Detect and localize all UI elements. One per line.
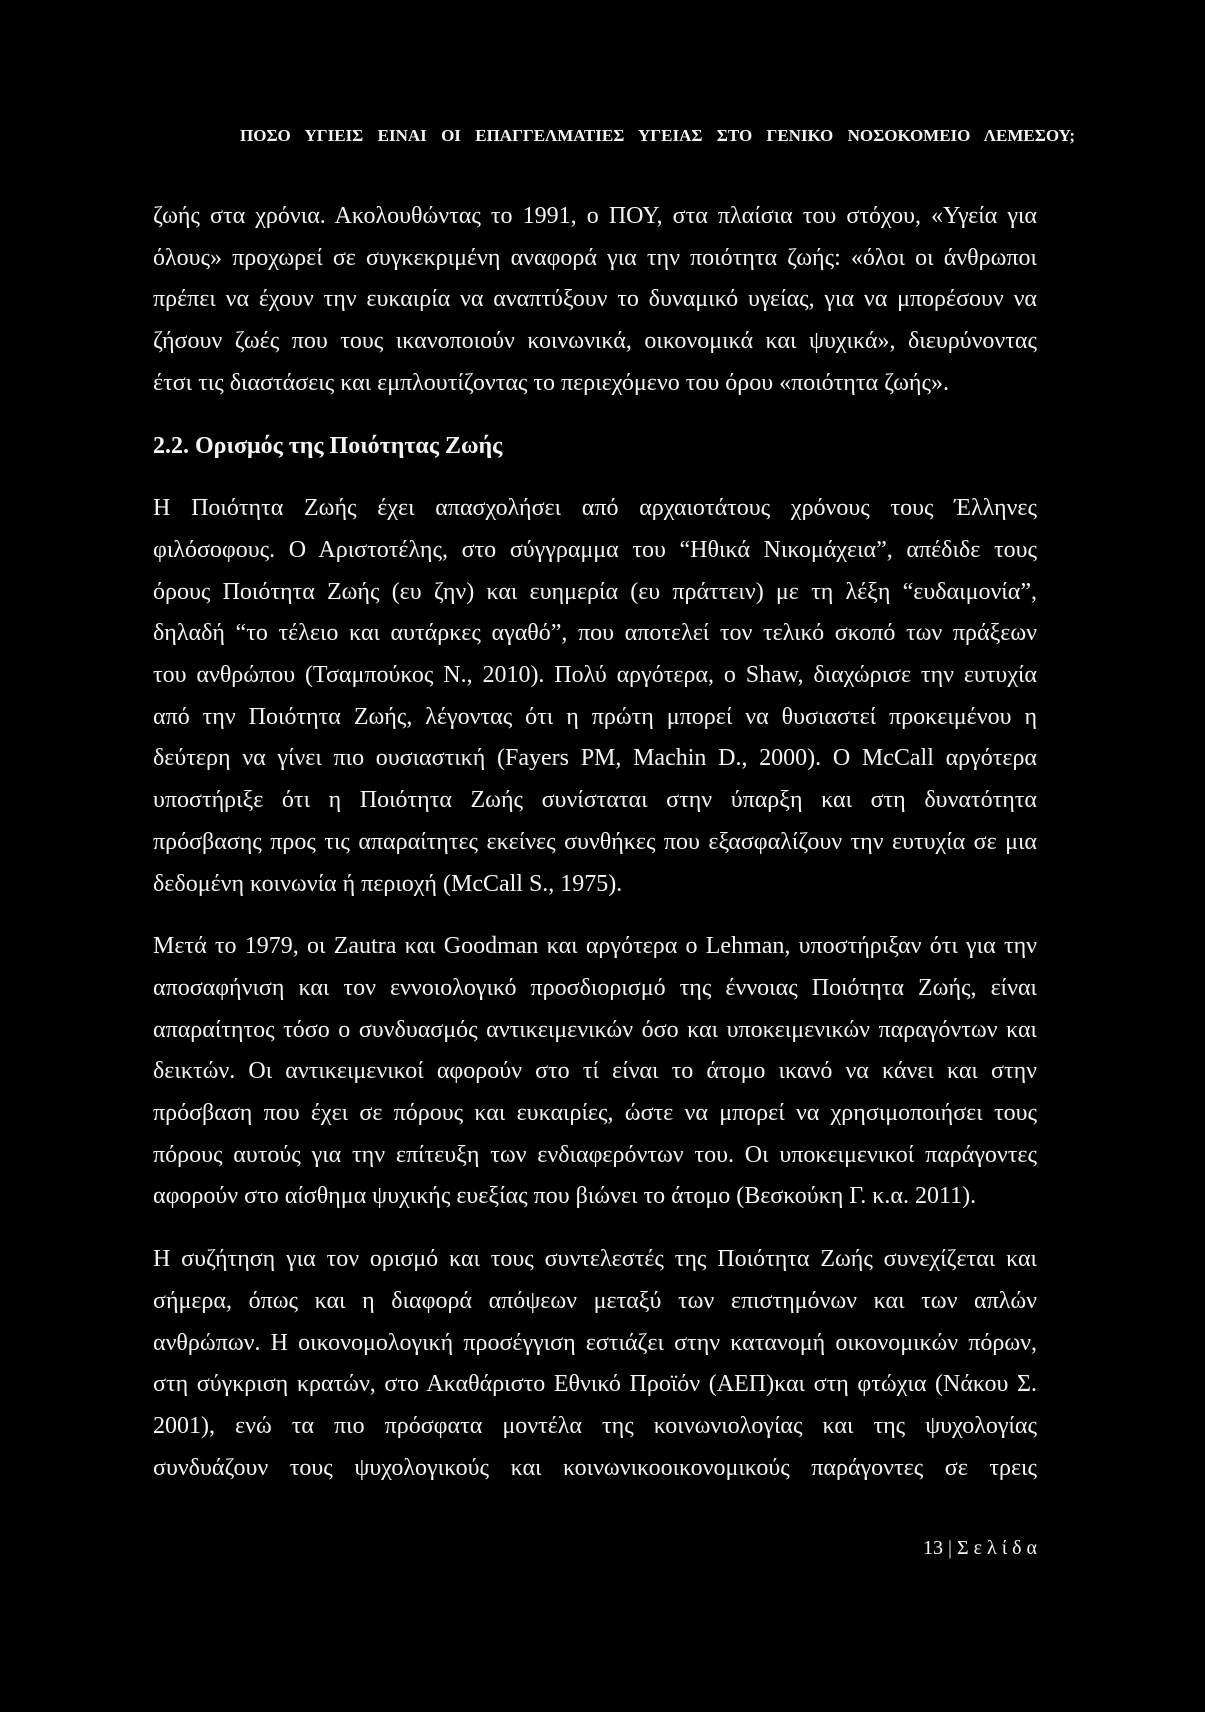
text-line: πρόσβασης προς τις απαραίτητες εκείνες συνθήκες που εξασφαλίζουν την ευτυχία σε μια <box>153 828 1037 855</box>
text-line: του ανθρώπου (Τσαμπούκος Ν., 2010). Πολύ αργότερα, ο Shaw, διαχώρισε την ευτυχία <box>153 662 1037 689</box>
text-line: αποσαφήνιση και τον εννοιολογικό προσδιορισμό της έννοιας Ποιότητα Ζωής, είναι <box>153 974 1037 1001</box>
paragraph-1 <box>153 196 1037 405</box>
page-number: 13 | Σ ε λ ί δ α <box>922 1537 1037 1559</box>
text-line: φιλόσοφους. Ο Αριστοτέλης, στο σύγγραμμα του “Ηθικά Νικομάχεια”, απέδιδε τους <box>153 536 1037 563</box>
text-line: υποστήριξε ότι η Ποιότητα Ζωής συνίσταται στην ύπαρξη και στη δυνατότητα <box>153 787 1037 814</box>
text-line: απαραίτητος τόσο ο συνδυασμός αντικειμενικών όσο και υποκειμενικών παραγόντων και <box>153 1016 1037 1043</box>
text-line: ζήσουν ζωές που τους ικανοποιούν κοινωνικά, οικονομικά και ψυχικά», διευρύνοντας <box>153 328 1037 355</box>
section-heading: 2.2. Ορισμός της Ποιότητας Ζωής <box>153 432 503 459</box>
text-line: ζωής στα χρόνια. Ακολουθώντας το 1991, ο ΠΟΥ, στα πλαίσια του στόχου, «Υγεία για <box>153 203 1037 229</box>
text-line: πόρους αυτούς για την επίτευξη των ενδιαφερόντων του. Οι υποκειμενικοί παράγοντες <box>153 1141 1037 1168</box>
paragraph-3 <box>153 926 1037 1218</box>
text-line: αφορούν στο αίσθημα ψυχικής ευεξίας που βιώνει το άτομο (Βεσκούκη Γ. κ.α. 2011). <box>153 1183 977 1210</box>
running-header: ΠΟΣΟ ΥΓΙΕΙΣ ΕΙΝΑΙ ΟΙ ΕΠΑΓΓΕΛΜΑΤΙΕΣ ΥΓΕΙΑΣ ΣΤΟ ΓΕΝΙΚΟ ΝΟΣΟΚΟΜΕΙΟ ΛΕΜΕΣΟΥ; <box>240 126 1075 145</box>
text-line: Η συζήτηση για τον ορισμό και τους συντελεστές της Ποιότητα Ζωής συνεχίζεται και <box>153 1246 1037 1273</box>
text-line: από την Ποιότητα Ζωής, λέγοντας ότι η πρώτη μπορεί να θυσιαστεί προκειμένου η <box>153 703 1037 730</box>
text-line: όρους Ποιότητα Ζωής (ευ ζην) και ευημερία (ευ πράττειν) με τη λέξη “ευδαιμονία”, <box>153 578 1037 605</box>
text-line: πρέπει να έχουν την ευκαιρία να αναπτύξουν το δυναμικό υγείας, για να μπορέσουν να <box>153 286 1037 313</box>
text-line: πρόσβαση που έχει σε πόρους και ευκαιρίες, ώστε να μπορεί να χρησιμοποιήσει τους <box>153 1100 1037 1127</box>
paragraph-2 <box>153 488 1037 905</box>
text-line: 2001), ενώ τα πιο πρόσφατα μοντέλα της κοινωνιολογίας και της ψυχολογίας <box>153 1412 1037 1439</box>
page-body <box>153 196 1037 1510</box>
text-line: δεδομένη κοινωνία ή περιοχή (McCall S., 1975). <box>153 870 623 897</box>
text-line: Μετά το 1979, οι Zautra και Goodman και αργότερα ο Lehman, υποστήριξαν ότι για την <box>153 933 1037 960</box>
text-line: Η Ποιότητα Ζωής έχει απασχολήσει από αρχαιοτάτους χρόνους τους Έλληνες <box>153 495 1037 522</box>
text-line: όλους» προχωρεί σε συγκεκριμένη αναφορά για την ποιότητα ζωής: «όλοι οι άνθρωποι <box>153 244 1037 271</box>
text-line: δεικτών. Οι αντικειμενικοί αφορούν στο τί είναι το άτομο ικανό να κάνει και στην <box>153 1058 1037 1085</box>
text-line: δεύτερη να γίνει πιο ουσιαστική (Fayers PM, Machin D., 2000). Ο McCall αργότερα <box>153 745 1037 772</box>
text-line: σήμερα, όπως και η διαφορά απόψεων μεταξύ των επιστημόνων και των απλών <box>153 1287 1037 1314</box>
text-line: ανθρώπων. Η οικονομολογική προσέγγιση εστιάζει στην κατανομή οικονομικών πόρων, <box>153 1329 1037 1356</box>
text-line: έτσι τις διαστάσεις και εμπλουτίζοντας το περιεχόμενο του όρου «ποιότητα ζωής». <box>153 369 949 396</box>
text-line: δηλαδή “το τέλειο και αυτάρκες αγαθό”, που αποτελεί τον τελικό σκοπό των πράξεων <box>153 620 1037 647</box>
paragraph-4 <box>153 1239 1037 1489</box>
text-line: συνδυάζουν τους ψυχολογικούς και κοινωνικοοικονομικούς παράγοντες σε τρεις <box>153 1454 1037 1481</box>
text-line: στη σύγκριση κρατών, στο Ακαθάριστο Εθνικό Προϊόν (ΑΕΠ)και στη φτώχια (Νάκου Σ. <box>153 1371 1037 1398</box>
